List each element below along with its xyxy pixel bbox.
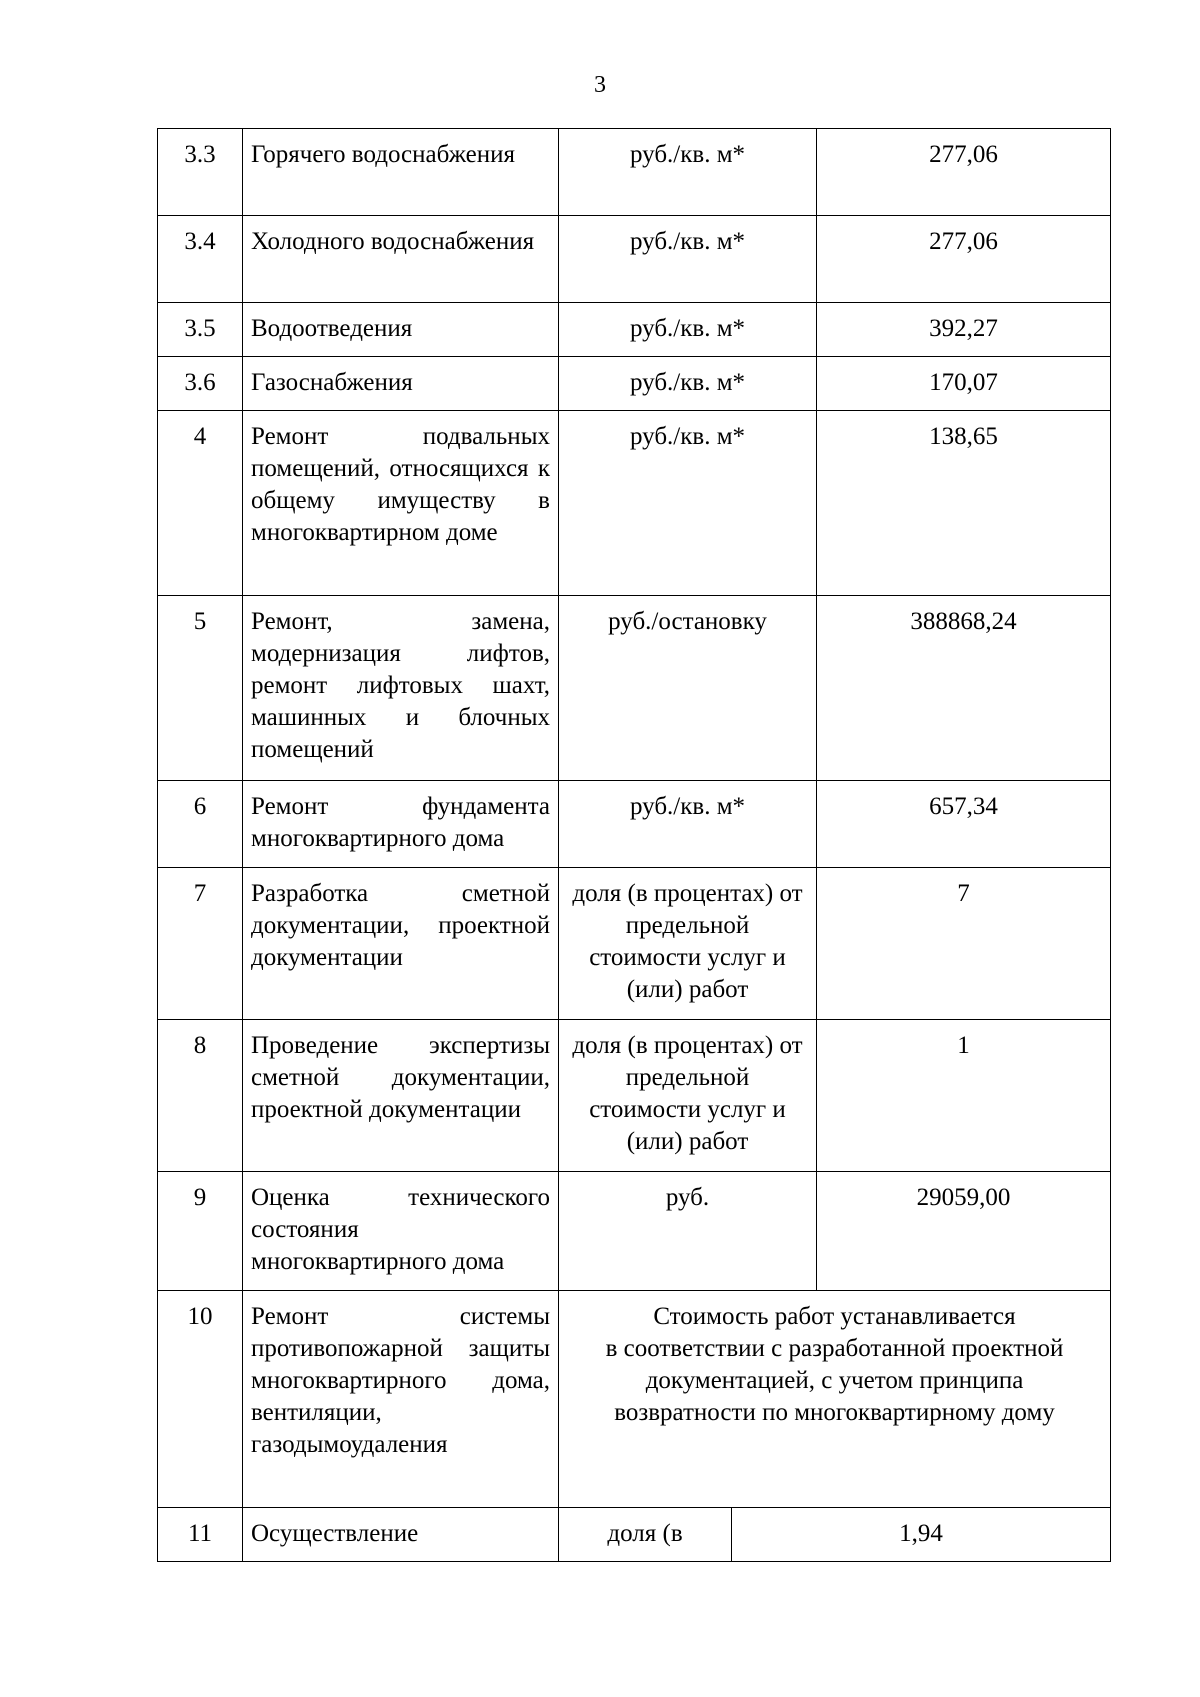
cost-note xyxy=(559,1291,1111,1508)
page-number: 3 xyxy=(594,72,606,98)
max-cost-value: 7 xyxy=(817,868,1111,1020)
unit-of-measure: руб./кв. м* xyxy=(559,216,817,303)
row-number: 6 xyxy=(158,781,243,868)
row-number: 11 xyxy=(158,1508,243,1562)
work-name: Горячего водоснабжения xyxy=(243,129,559,216)
unit-of-measure: доля (в процентах) от предельной стоимости услуг и (или) работ xyxy=(559,1020,817,1172)
row-number: 3.6 xyxy=(158,357,243,411)
cost-note-line: в соответствии с разработанной проектной xyxy=(605,1335,1064,1362)
table-row xyxy=(158,781,1111,868)
row-number: 3.3 xyxy=(158,129,243,216)
unit-of-measure: руб. xyxy=(559,1172,817,1291)
work-name: Газоснабжения xyxy=(243,357,559,411)
work-name: Ремонт фундамента многоквартирного дома xyxy=(243,781,559,868)
row-number: 7 xyxy=(158,868,243,1020)
max-cost-value: 657,34 xyxy=(817,781,1111,868)
work-name: Ремонт подвальных помещений, относящихся к общему имуществу в многоквартирном доме xyxy=(243,411,559,596)
work-name: Водоотведения xyxy=(243,303,559,357)
max-cost-value: 170,07 xyxy=(817,357,1111,411)
table-row xyxy=(158,1172,1111,1291)
work-name: Ремонт системы противопожарной защиты многоквартирного дома, вентиляции, газодымоудаления xyxy=(243,1291,559,1508)
row-number: 4 xyxy=(158,411,243,596)
max-cost-value: 1 xyxy=(817,1020,1111,1172)
unit-of-measure: руб./кв. м* xyxy=(559,781,817,868)
work-name: Осуществление xyxy=(243,1508,559,1562)
max-cost-value: 388868,24 xyxy=(817,596,1111,781)
cost-note-line: Стоимость работ устанавливается xyxy=(653,1303,1016,1330)
table-row xyxy=(158,1291,1111,1508)
tariff-table xyxy=(157,128,1111,1562)
work-name: Проведение экспертизы сметной документации, проектной документации xyxy=(243,1020,559,1172)
unit-of-measure: руб./остановку xyxy=(559,596,817,781)
row-number: 10 xyxy=(158,1291,243,1508)
cost-note-line: документацией, с учетом принципа xyxy=(645,1367,1024,1394)
unit-of-measure: руб./кв. м* xyxy=(559,357,817,411)
table-row xyxy=(158,1508,1111,1562)
work-name: Холодного водоснабжения xyxy=(243,216,559,303)
unit-of-measure: доля (в процентах) от предельной стоимости услуг и (или) работ xyxy=(559,868,817,1020)
max-cost-value: 1,94 xyxy=(732,1508,1111,1562)
table-row xyxy=(158,216,1111,303)
unit-of-measure: руб./кв. м* xyxy=(559,303,817,357)
row-number: 9 xyxy=(158,1172,243,1291)
row-number: 5 xyxy=(158,596,243,781)
table-row xyxy=(158,357,1111,411)
unit-of-measure: руб./кв. м* xyxy=(559,129,817,216)
max-cost-value: 277,06 xyxy=(817,216,1111,303)
table-row xyxy=(158,1020,1111,1172)
max-cost-value: 392,27 xyxy=(817,303,1111,357)
row-number: 3.4 xyxy=(158,216,243,303)
max-cost-value: 29059,00 xyxy=(817,1172,1111,1291)
work-name: Разработка сметной документации, проектной документации xyxy=(243,868,559,1020)
unit-of-measure: руб./кв. м* xyxy=(559,411,817,596)
table-row xyxy=(158,411,1111,596)
row-number: 3.5 xyxy=(158,303,243,357)
row-number: 8 xyxy=(158,1020,243,1172)
table-row xyxy=(158,868,1111,1020)
table-row xyxy=(158,303,1111,357)
table-row xyxy=(158,596,1111,781)
max-cost-value: 138,65 xyxy=(817,411,1111,596)
unit-of-measure: доля (в xyxy=(559,1508,732,1562)
work-name: Ремонт, замена, модернизация лифтов, ремонт лифтовых шахт, машинных и блочных помещений xyxy=(243,596,559,781)
cost-note-line: возвратности по многоквартирному дому xyxy=(614,1399,1055,1426)
max-cost-value: 277,06 xyxy=(817,129,1111,216)
table-row xyxy=(158,129,1111,216)
work-name: Оценка технического состояния многоквартирного дома xyxy=(243,1172,559,1291)
